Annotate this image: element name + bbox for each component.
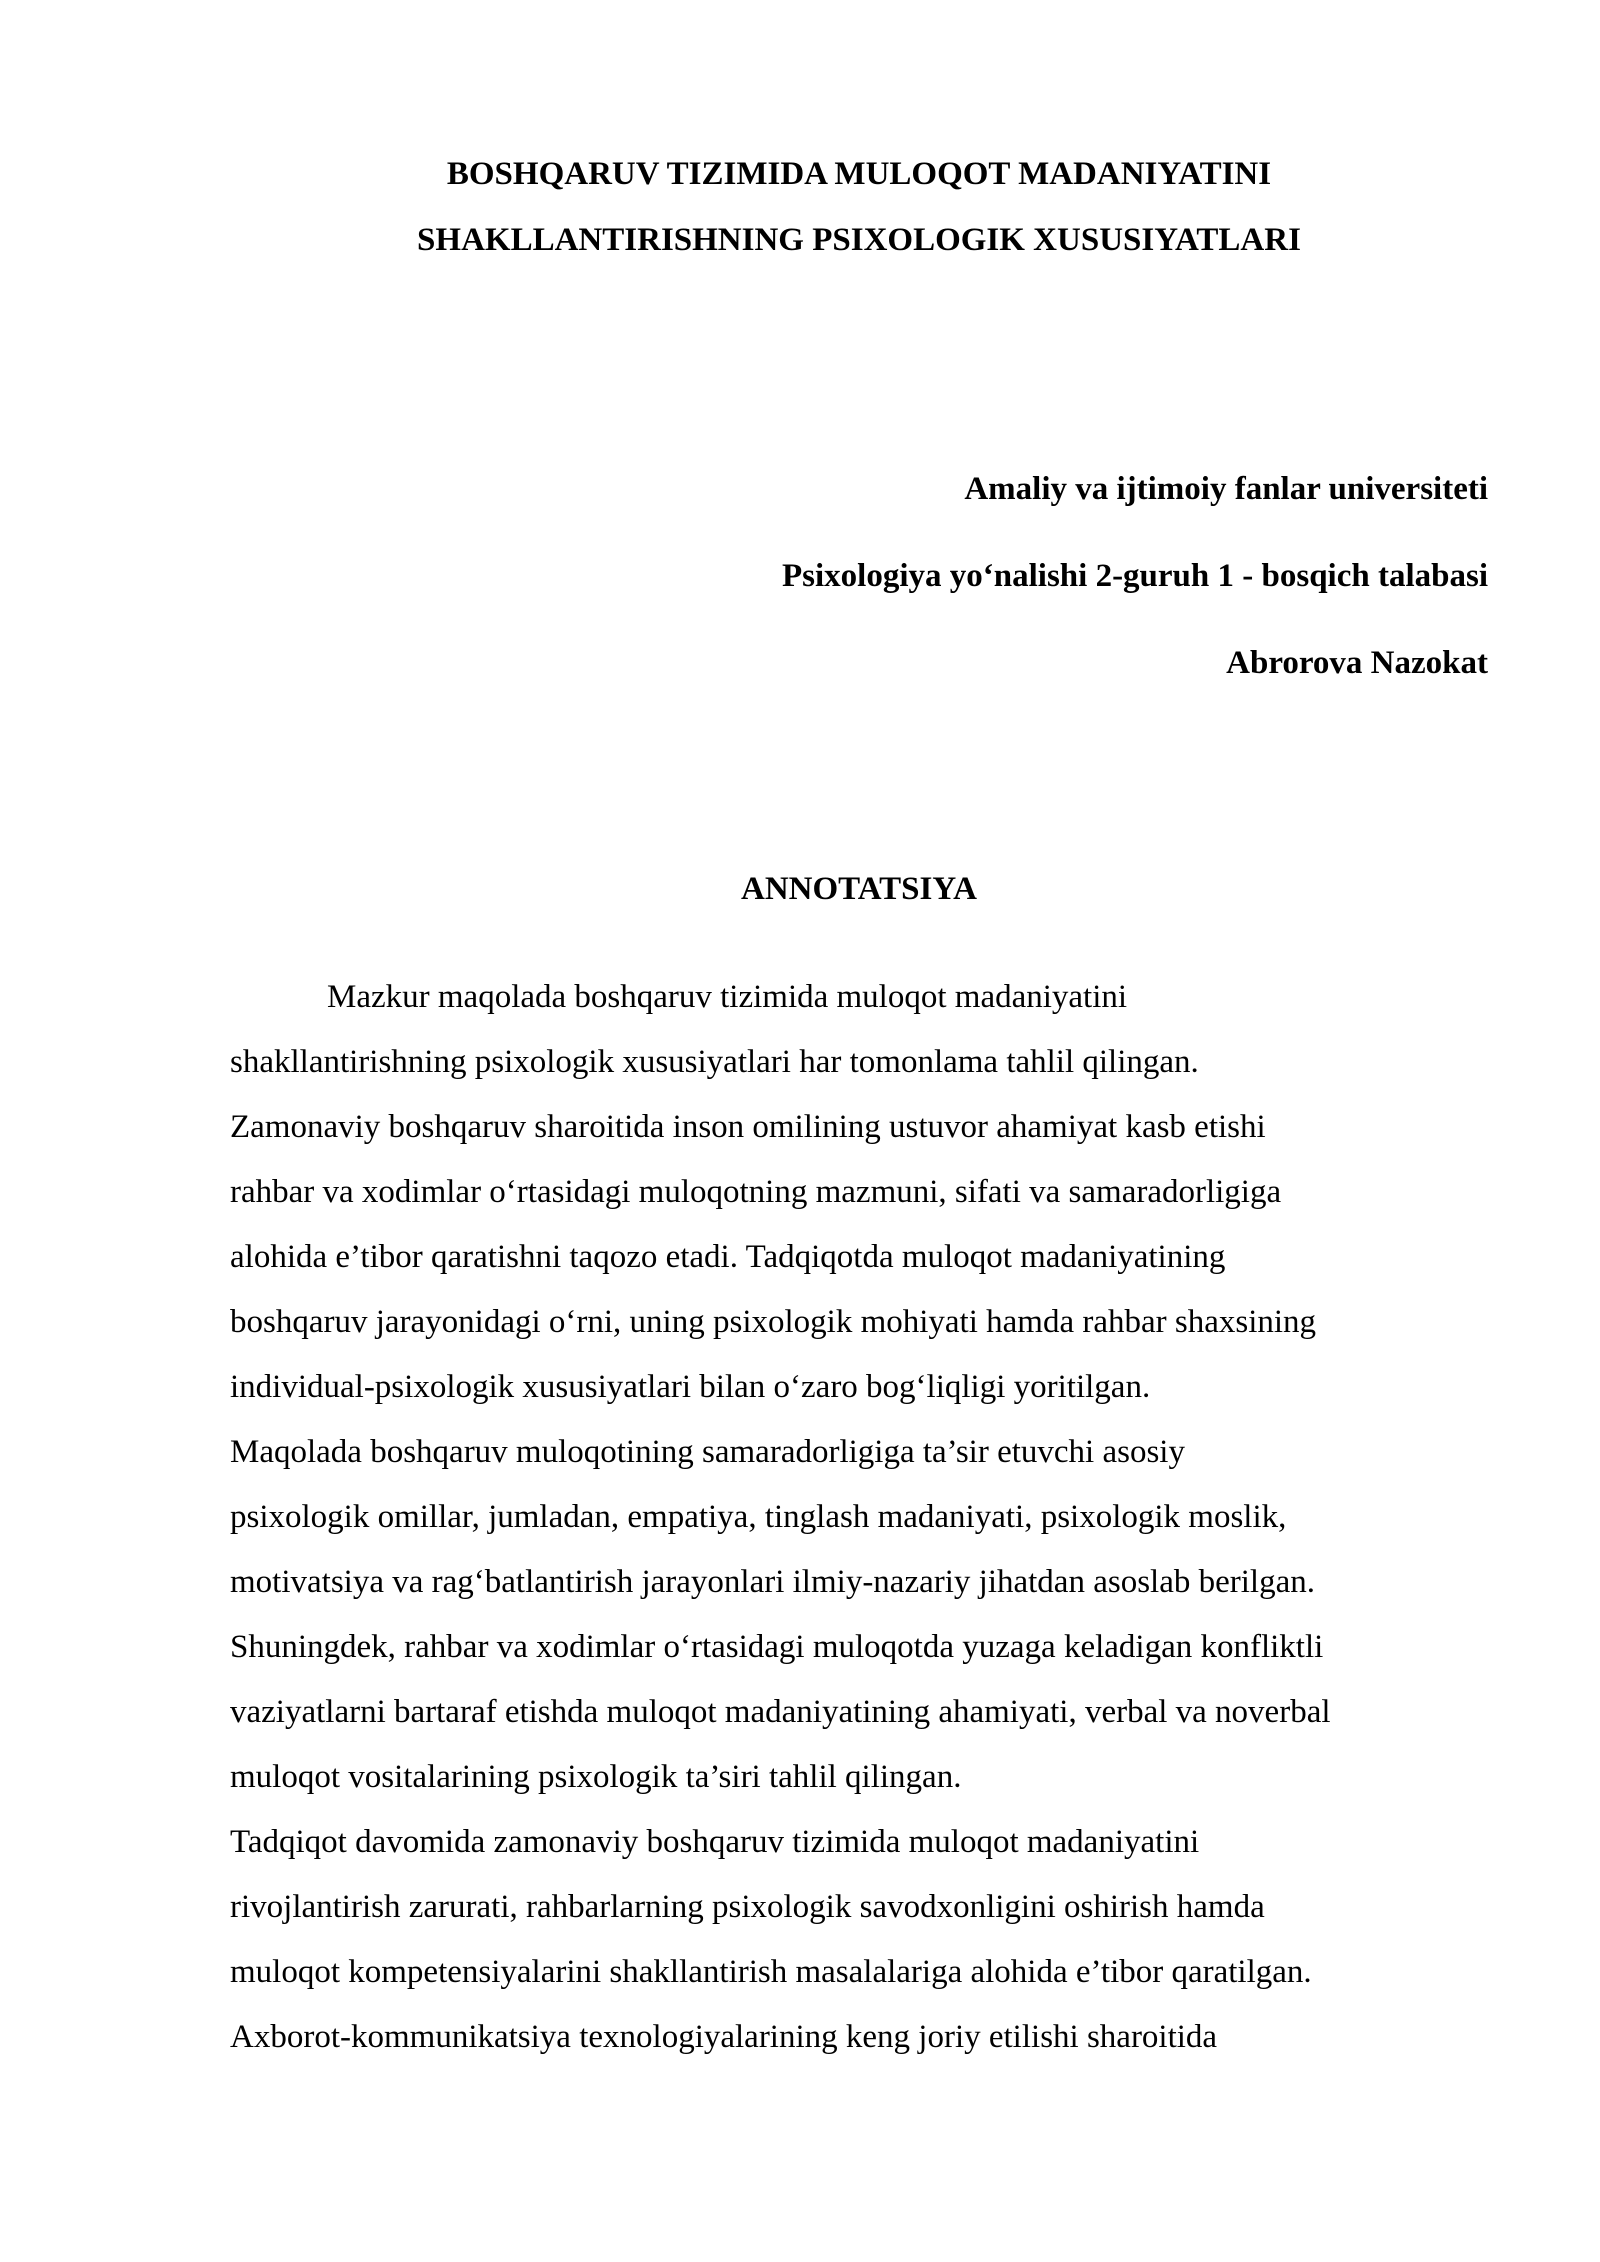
annotation-line: rivojlantirish zarurati, rahbarlarning psixologik savodxonligini oshirish hamda <box>230 1889 1265 1925</box>
annotation-line: Tadqiqot davomida zamonaviy boshqaruv tizimida muloqot madaniyatini <box>230 1824 1200 1860</box>
annotation-line: boshqaruv jarayonidagi o‘rni, uning psixologik mohiyati hamda rahbar shaxsining <box>230 1304 1317 1340</box>
author-university: Amaliy va ijtimoiy fanlar universiteti <box>964 471 1488 507</box>
annotation-line: alohida e’tibor qaratishni taqozo etadi. Tadqiqotda muloqot madaniyatining <box>230 1239 1226 1275</box>
annotation-heading: ANNOTATSIYA <box>741 871 977 907</box>
author-group: Psixologiya yo‘nalishi 2-guruh 1 - bosqich talabasi <box>782 558 1488 594</box>
annotation-line: Mazkur maqolada boshqaruv tizimida muloqot madaniyatini <box>327 979 1128 1015</box>
annotation-line: motivatsiya va rag‘batlantirish jarayonlari ilmiy-nazariy jihatdan asoslab berilgan. <box>230 1564 1315 1600</box>
article-title-line-2: SHAKLLANTIRISHNING PSIXOLOGIK XUSUSIYATLARI <box>417 222 1301 258</box>
annotation-line: Axborot-kommunikatsiya texnologiyalarining keng joriy etilishi sharoitida <box>230 2019 1218 2055</box>
annotation-line: Zamonaviy boshqaruv sharoitida inson omilining ustuvor ahamiyat kasb etishi <box>230 1109 1266 1145</box>
annotation-line: Maqolada boshqaruv muloqotining samaradorligiga ta’sir etuvchi asosiy <box>230 1434 1185 1470</box>
annotation-line: Shuningdek, rahbar va xodimlar o‘rtasidagi muloqotda yuzaga keladigan konfliktli <box>230 1629 1324 1665</box>
annotation-line: rahbar va xodimlar o‘rtasidagi muloqotning mazmuni, sifati va samaradorligiga <box>230 1174 1282 1210</box>
annotation-line: muloqot vositalarining psixologik ta’siri tahlil qilingan. <box>230 1759 962 1795</box>
annotation-body <box>230 965 1530 2070</box>
annotation-line: shakllantirishning psixologik xususiyatlari har tomonlama tahlil qilingan. <box>230 1044 1199 1080</box>
article-title-line-1: BOSHQARUV TIZIMIDA MULOQOT MADANIYATINI <box>446 156 1272 192</box>
author-name: Abrorova Nazokat <box>1226 645 1488 681</box>
annotation-line: muloqot kompetensiyalarini shakllantirish masalalariga alohida e’tibor qaratilgan. <box>230 1954 1312 1990</box>
annotation-line: psixologik omillar, jumladan, empatiya, tinglash madaniyati, psixologik moslik, <box>230 1499 1287 1535</box>
annotation-line: individual-psixologik xususiyatlari bilan o‘zaro bog‘liqligi yoritilgan. <box>230 1369 1151 1405</box>
annotation-line: vaziyatlarni bartaraf etishda muloqot madaniyatining ahamiyati, verbal va noverbal <box>230 1694 1331 1730</box>
